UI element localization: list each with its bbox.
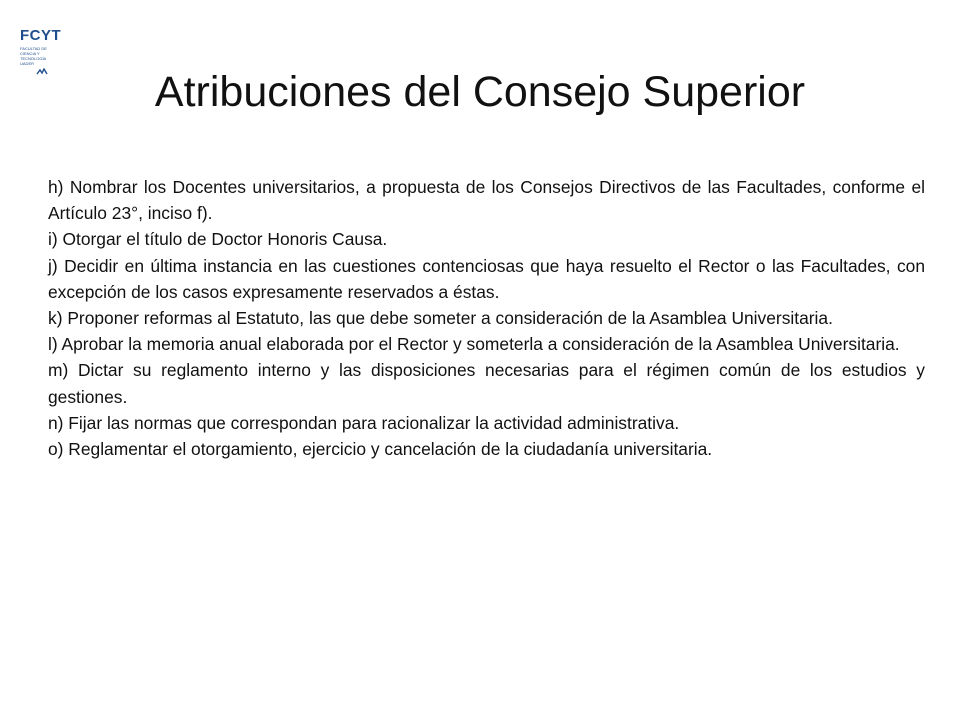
paragraph-n: n) Fijar las normas que correspondan para racionalizar la actividad administrativa. xyxy=(48,412,680,433)
logo-subtext: FACULTAD DE CIENCIA Y TECNOLOGÍA UADER xyxy=(20,46,47,66)
slide-body xyxy=(48,174,925,462)
paragraph-o: o) Reglamentar el otorgamiento, ejercicio y cancelación de la ciudadanía universitaria. xyxy=(48,439,713,460)
paragraph-l: l) Aprobar la memoria anual elaborada por el Rector y someterla a consideración de la Asamblea Universitaria. xyxy=(48,334,900,355)
paragraph-i: i) Otorgar el título de Doctor Honoris Causa. xyxy=(48,229,388,250)
paragraph-k: k) Proponer reformas al Estatuto, las que debe someter a consideración de la Asamblea Universitaria. xyxy=(48,308,833,329)
paragraph-m: m) Dictar su reglamento interno y las disposiciones necesarias para el régimen común de los estudios y gestiones. xyxy=(48,360,925,407)
logo-text: FCYT xyxy=(20,27,62,44)
paragraph-h: h) Nombrar los Docentes universitarios, a propuesta de los Consejos Directivos de las Facultades, conforme el Artículo 23°, inciso f). xyxy=(48,177,925,224)
paragraph-j: j) Decidir en última instancia en las cuestiones contenciosas que haya resuelto el Rector o las Facultades, con excepción de los casos expresamente reservados a éstas. xyxy=(48,255,925,302)
slide-title: Atribuciones del Consejo Superior xyxy=(154,68,806,116)
